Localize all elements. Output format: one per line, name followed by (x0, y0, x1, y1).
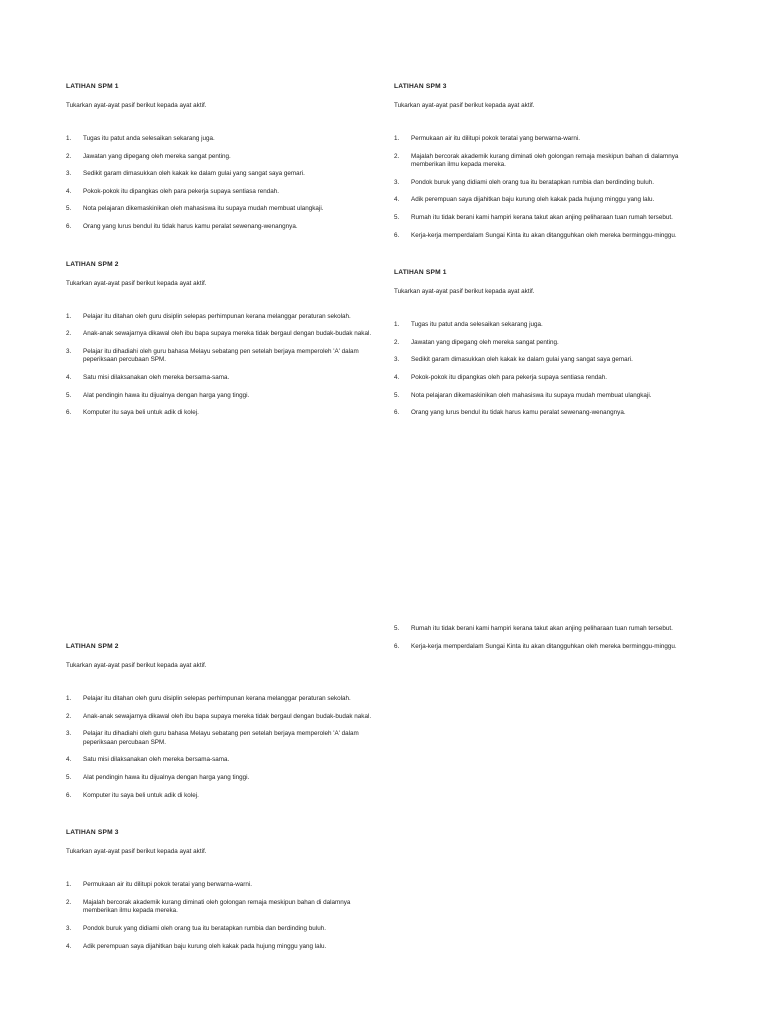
question-number: 4. (66, 187, 72, 195)
column-top-left (66, 82, 381, 446)
question-number: 2. (66, 152, 72, 160)
question-text: Anak-anak sewajarnya dikawal oleh ibu bapa supaya mereka tidak bergaul dengan budak-budak nakal. (83, 712, 372, 720)
question-list (66, 695, 381, 800)
question-text: Pelajar itu ditahan oleh guru disiplin selepas perhimpunan kerana melanggar peraturan sekolah. (83, 695, 351, 702)
question-text: Majalah bercorak akademik kurang diminati oleh golongan remaja meskipun bahan di dalamnya memberikan ilmu kepada mereka. (83, 898, 351, 915)
question-text: Rumah itu tidak berani kami hampiri kerana takut akan anjing peliharaan tuan rumah tersebut. (411, 213, 673, 221)
section-heading: LATIHAN SPM 2 (66, 643, 119, 650)
question-number: 1. (66, 135, 72, 142)
question-item (66, 409, 381, 418)
question-number: 3. (66, 347, 72, 355)
question-number: 2. (394, 338, 400, 346)
question-text: Jawatan yang dipegang oleh mereka sangat penting. (83, 152, 231, 160)
question-item (66, 374, 381, 383)
question-list (66, 135, 381, 232)
section-instruction: Tukarkan ayat-ayat pasif berikut kepada ayat aktif. (66, 279, 207, 287)
section-heading: LATIHAN SPM 3 (394, 83, 447, 90)
question-number: 3. (66, 170, 72, 178)
question-text: Tugas itu patut anda selesaikan sekarang juga. (83, 135, 215, 142)
question-item (394, 135, 709, 144)
section-instruction: Tukarkan ayat-ayat pasif berikut kepada ayat aktif. (394, 288, 535, 296)
question-item (394, 321, 709, 330)
question-list (394, 135, 709, 240)
question-number: 1. (66, 881, 72, 889)
question-text: Kerja-kerja memperdalam Sungai Kinta itu akan ditangguhkan oleh mereka berminggu-minggu. (411, 231, 677, 239)
question-item (66, 881, 381, 890)
exercise-section (66, 642, 381, 800)
question-item (394, 643, 709, 652)
question-item (394, 179, 709, 188)
question-text: Satu misi dilaksanakan oleh mereka bersama-sama. (83, 373, 230, 381)
question-item (66, 792, 381, 801)
question-number: 4. (66, 756, 72, 764)
section-heading: LATIHAN SPM 1 (394, 269, 447, 277)
question-number: 6. (66, 409, 72, 417)
question-text: Pelajar itu ditahan oleh guru disiplin selepas perhimpunan kerana melanggar peraturan sekolah. (83, 312, 351, 320)
question-number: 6. (66, 222, 72, 230)
section-heading: LATIHAN SPM 2 (66, 260, 119, 268)
question-number: 4. (66, 942, 72, 950)
question-number: 2. (66, 712, 72, 720)
question-number: 1. (394, 321, 400, 329)
question-text: Jawatan yang dipegang oleh mereka sangat penting. (411, 338, 559, 346)
question-item (66, 170, 381, 179)
question-number: 1. (66, 312, 72, 320)
section-instruction: Tukarkan ayat-ayat pasif berikut kepada ayat aktif. (66, 102, 207, 109)
question-text: Nota pelajaran dikemaskinikan oleh mahasiswa itu supaya mudah membuat ulangkaji. (411, 391, 652, 399)
question-text: Pelajar itu dihadiahi oleh guru bahasa Melayu sebatang pen setelah berjaya memperoleh 'A' dalam peperiksaan percubaan SPM. (83, 730, 359, 746)
question-text: Satu misi dilaksanakan oleh mereka bersama-sama. (83, 756, 230, 764)
question-number: 3. (394, 356, 400, 364)
question-item (66, 730, 381, 747)
question-text: Komputer itu saya beli untuk adik di kolej. (83, 409, 199, 417)
question-item (66, 205, 381, 214)
question-item (66, 695, 381, 704)
question-number: 4. (66, 373, 72, 381)
column-bottom-right (394, 625, 709, 679)
question-number: 5. (394, 625, 400, 632)
question-text: Pelajar itu dihadiahi oleh guru bahasa Melayu sebatang pen setelah berjaya memperoleh 'A' dalam peperiksaan percubaan SPM. (83, 347, 359, 364)
question-item (66, 713, 381, 722)
question-item (66, 330, 381, 339)
question-text: Alat pendingin hawa itu dijualnya dengan harga yang tinggi. (83, 391, 250, 399)
exercise-section (66, 82, 381, 232)
question-text: Majalah bercorak akademik kurang diminati oleh golongan remaja meskipun bahan di dalamnya memberikan ilmu kepada mereka. (411, 152, 679, 169)
question-item (66, 943, 381, 952)
question-item (394, 374, 709, 383)
question-number: 3. (66, 924, 72, 932)
question-text: Orang yang lurus bendul itu tidak harus kamu peralat sewenang-wenangnya. (411, 409, 626, 417)
question-number: 5. (66, 391, 72, 399)
question-item (66, 313, 381, 322)
exercise-section (66, 260, 381, 418)
section-heading: LATIHAN SPM 1 (66, 83, 119, 90)
question-number: 4. (394, 196, 400, 204)
question-number: 1. (394, 135, 400, 142)
question-number: 2. (66, 898, 72, 906)
question-item (66, 774, 381, 783)
question-text: Adik perempuan saya dijahitkan baju kurung oleh kakak pada hujung minggu yang lalu. (83, 942, 327, 950)
question-number: 1. (66, 695, 72, 702)
question-number: 5. (394, 213, 400, 221)
question-item (66, 899, 381, 916)
question-number: 6. (394, 642, 400, 650)
section-instruction: Tukarkan ayat-ayat pasif berikut kepada ayat aktif. (66, 848, 207, 856)
question-item (394, 356, 709, 365)
question-text: Permukaan air itu dilitupi pokok teratai yang berwarna-warni. (411, 135, 581, 142)
question-text: Alat pendingin hawa itu dijualnya dengan harga yang tinggi. (83, 773, 250, 781)
question-list (394, 321, 709, 418)
question-text: Pokok-pokok itu dipangkas oleh para pekerja supaya sentiasa rendah. (411, 373, 608, 381)
exercise-section (66, 828, 381, 951)
question-text: Sedikit garam dimasukkan oleh kakak ke dalam gulai yang sangat saya gemari. (411, 356, 633, 364)
section-heading: LATIHAN SPM 3 (66, 829, 119, 837)
question-text: Pokok-pokok itu dipangkas oleh para pekerja supaya sentiasa rendah. (83, 187, 280, 195)
question-item (394, 392, 709, 401)
question-item (66, 925, 381, 934)
question-item (66, 348, 381, 365)
question-item (394, 196, 709, 205)
question-number: 3. (66, 730, 72, 738)
question-number: 5. (394, 391, 400, 399)
section-instruction: Tukarkan ayat-ayat pasif berikut kepada ayat aktif. (394, 102, 535, 109)
question-number: 2. (66, 330, 72, 338)
question-text: Sedikit garam dimasukkan oleh kakak ke dalam gulai yang sangat saya gemari. (83, 170, 305, 178)
question-item (394, 153, 709, 170)
question-text: Pondok buruk yang didiami oleh orang tua itu beratapkan rumbia dan berdinding buluh. (83, 924, 326, 932)
question-item (66, 153, 381, 162)
column-bottom-left (66, 642, 381, 979)
exercise-section (394, 268, 709, 418)
question-list (66, 313, 381, 418)
question-list (66, 881, 381, 951)
question-number: 6. (66, 791, 72, 799)
column-top-right (394, 82, 709, 446)
question-text: Permukaan air itu dilitupi pokok teratai yang berwarna-warni. (83, 881, 253, 889)
question-text: Adik perempuan saya dijahitkan baju kurung oleh kakak pada hujung minggu yang lalu. (411, 196, 655, 204)
question-number: 6. (394, 409, 400, 417)
question-text: Komputer itu saya beli untuk adik di kolej. (83, 791, 199, 799)
question-item (66, 223, 381, 232)
exercise-section (394, 625, 709, 651)
question-text: Tugas itu patut anda selesaikan sekarang juga. (411, 321, 543, 329)
question-item (394, 409, 709, 418)
section-instruction: Tukarkan ayat-ayat pasif berikut kepada ayat aktif. (66, 662, 207, 669)
question-item (66, 756, 381, 765)
question-item (66, 135, 381, 144)
question-text: Anak-anak sewajarnya dikawal oleh ibu bapa supaya mereka tidak bergaul dengan budak-budak nakal. (83, 330, 372, 338)
question-text: Kerja-kerja memperdalam Sungai Kinta itu akan ditangguhkan oleh mereka berminggu-minggu. (411, 642, 677, 650)
question-number: 2. (394, 152, 400, 160)
question-list (394, 625, 709, 651)
question-text: Orang yang lurus bendul itu tidak harus kamu peralat sewenang-wenangnya. (83, 222, 298, 230)
question-number: 4. (394, 373, 400, 381)
question-text: Rumah itu tidak berani kami hampiri kerana takut akan anjing peliharaan tuan rumah tersebut. (411, 625, 673, 632)
question-number: 3. (394, 178, 400, 186)
question-item (66, 188, 381, 197)
exercise-section (394, 82, 709, 240)
question-number: 6. (394, 231, 400, 239)
question-text: Nota pelajaran dikemaskinikan oleh mahasiswa itu supaya mudah membuat ulangkaji. (83, 205, 324, 213)
question-text: Pondok buruk yang didiami oleh orang tua itu beratapkan rumbia dan berdinding buluh. (411, 178, 654, 186)
question-item (394, 625, 709, 634)
question-item (66, 392, 381, 401)
question-number: 5. (66, 773, 72, 781)
question-item (394, 339, 709, 348)
question-number: 5. (66, 205, 72, 213)
question-item (394, 214, 709, 223)
question-item (394, 232, 709, 241)
